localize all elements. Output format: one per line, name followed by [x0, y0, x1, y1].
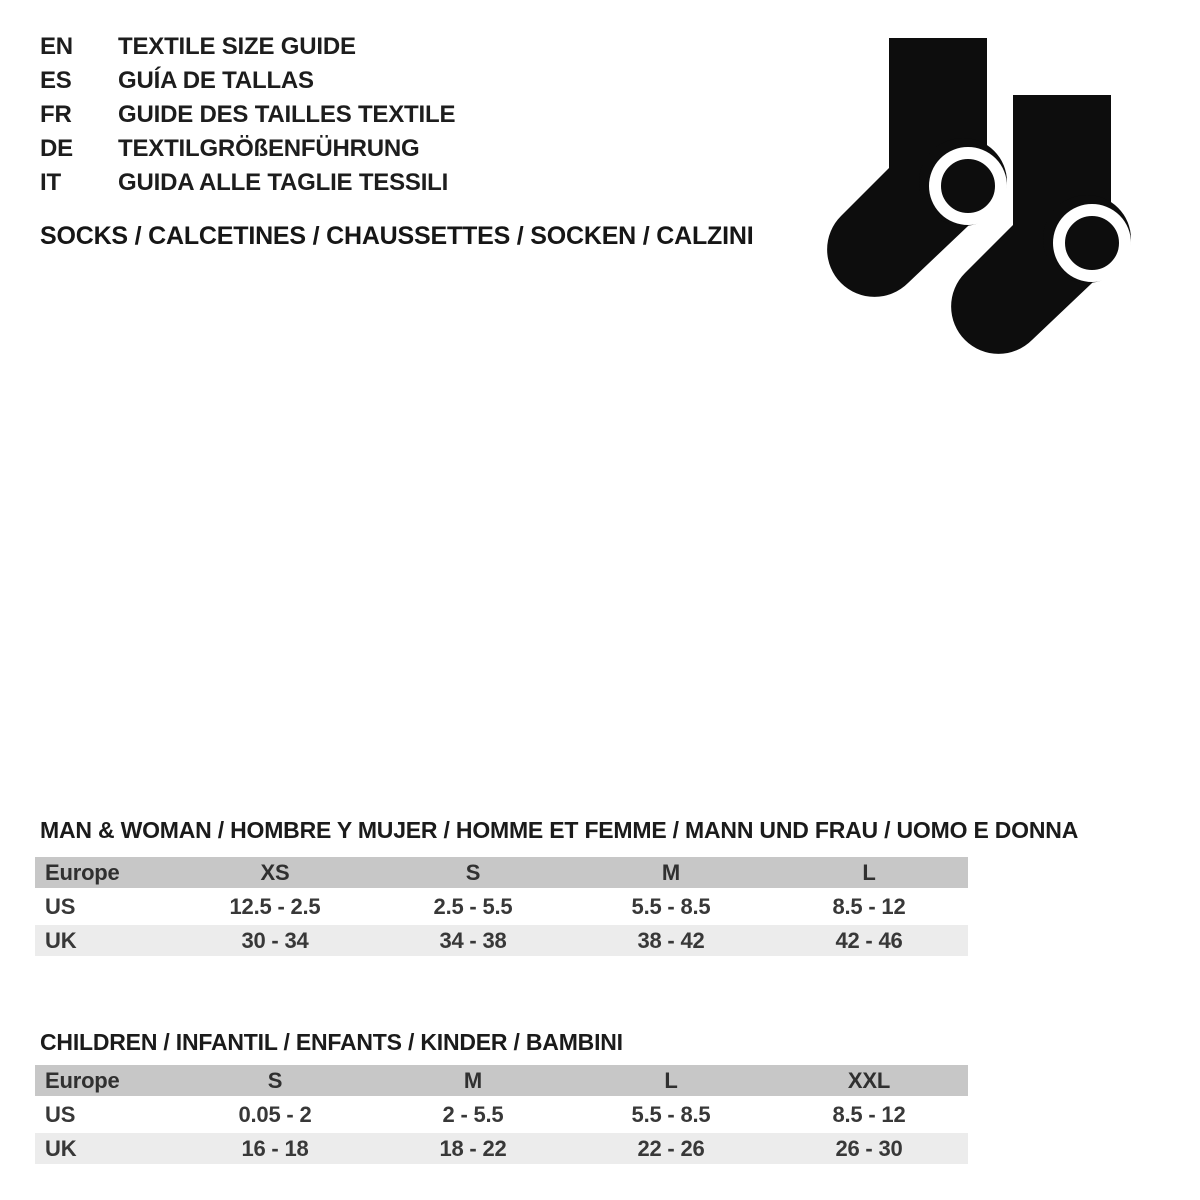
children-size-table	[35, 1065, 968, 1167]
table-cell: 2.5 - 5.5	[433, 893, 513, 919]
table-cell: 5.5 - 8.5	[631, 893, 711, 919]
language-label: TEXTILGRÖßENFÜHRUNG	[118, 135, 420, 162]
table-cell: 34 - 38	[439, 927, 507, 953]
column-header: Europe	[45, 1067, 120, 1093]
table-cell: 5.5 - 8.5	[631, 1101, 711, 1127]
language-code: IT	[40, 169, 61, 196]
table-cell: 16 - 18	[241, 1135, 309, 1161]
list-item	[40, 98, 455, 132]
language-label: GUIDA ALLE TAGLIE TESSILI	[118, 169, 449, 196]
table-cell: 0.05 - 2	[238, 1101, 312, 1127]
column-header: M	[463, 1067, 483, 1093]
row-label: US	[45, 1101, 76, 1127]
table-cell: 42 - 46	[835, 927, 903, 953]
language-label: TEXTILE SIZE GUIDE	[118, 33, 356, 60]
language-code: DE	[40, 135, 73, 162]
table-cell: 8.5 - 12	[832, 893, 906, 919]
column-header: Europe	[45, 859, 120, 885]
column-header: L	[862, 859, 876, 885]
language-code: FR	[40, 101, 72, 128]
table-row	[35, 1099, 968, 1130]
column-header: XXL	[847, 1067, 891, 1093]
language-guide-list	[40, 30, 455, 200]
column-header: S	[267, 1067, 283, 1093]
table-cell: 12.5 - 2.5	[229, 893, 321, 919]
language-code: ES	[40, 67, 72, 94]
column-header: M	[661, 859, 681, 885]
table-cell: 2 - 5.5	[442, 1101, 504, 1127]
list-item	[40, 132, 455, 166]
table-cell: 22 - 26	[637, 1135, 705, 1161]
column-header: XS	[260, 859, 290, 885]
row-label: US	[45, 893, 76, 919]
table-cell: 18 - 22	[439, 1135, 507, 1161]
socks-icon	[810, 28, 1170, 368]
language-label: GUÍA DE TALLAS	[118, 67, 314, 94]
row-label: UK	[45, 1135, 77, 1161]
language-code: EN	[40, 33, 73, 60]
man-woman-size-table	[35, 857, 968, 959]
table-row	[35, 891, 968, 922]
table-row	[35, 1133, 968, 1164]
table-header-row	[35, 1065, 968, 1096]
list-item	[40, 166, 455, 200]
column-header: L	[664, 1067, 678, 1093]
table-header-row	[35, 857, 968, 888]
column-header: S	[465, 859, 481, 885]
table-cell: 26 - 30	[835, 1135, 903, 1161]
children-table-title: CHILDREN / INFANTIL / ENFANTS / KINDER / BAMBINI	[40, 1029, 623, 1055]
category-heading: SOCKS / CALCETINES / CHAUSSETTES / SOCKEN / CALZINI	[40, 222, 754, 250]
man-woman-table-title: MAN & WOMAN / HOMBRE Y MUJER / HOMME ET FEMME / MANN UND FRAU / UOMO E DONNA	[40, 817, 1079, 843]
table-cell: 8.5 - 12	[832, 1101, 906, 1127]
table-cell: 30 - 34	[241, 927, 309, 953]
table-cell: 38 - 42	[637, 927, 705, 953]
language-label: GUIDE DES TAILLES TEXTILE	[118, 101, 456, 128]
row-label: UK	[45, 927, 77, 953]
list-item	[40, 30, 455, 64]
list-item	[40, 64, 455, 98]
table-row	[35, 925, 968, 956]
